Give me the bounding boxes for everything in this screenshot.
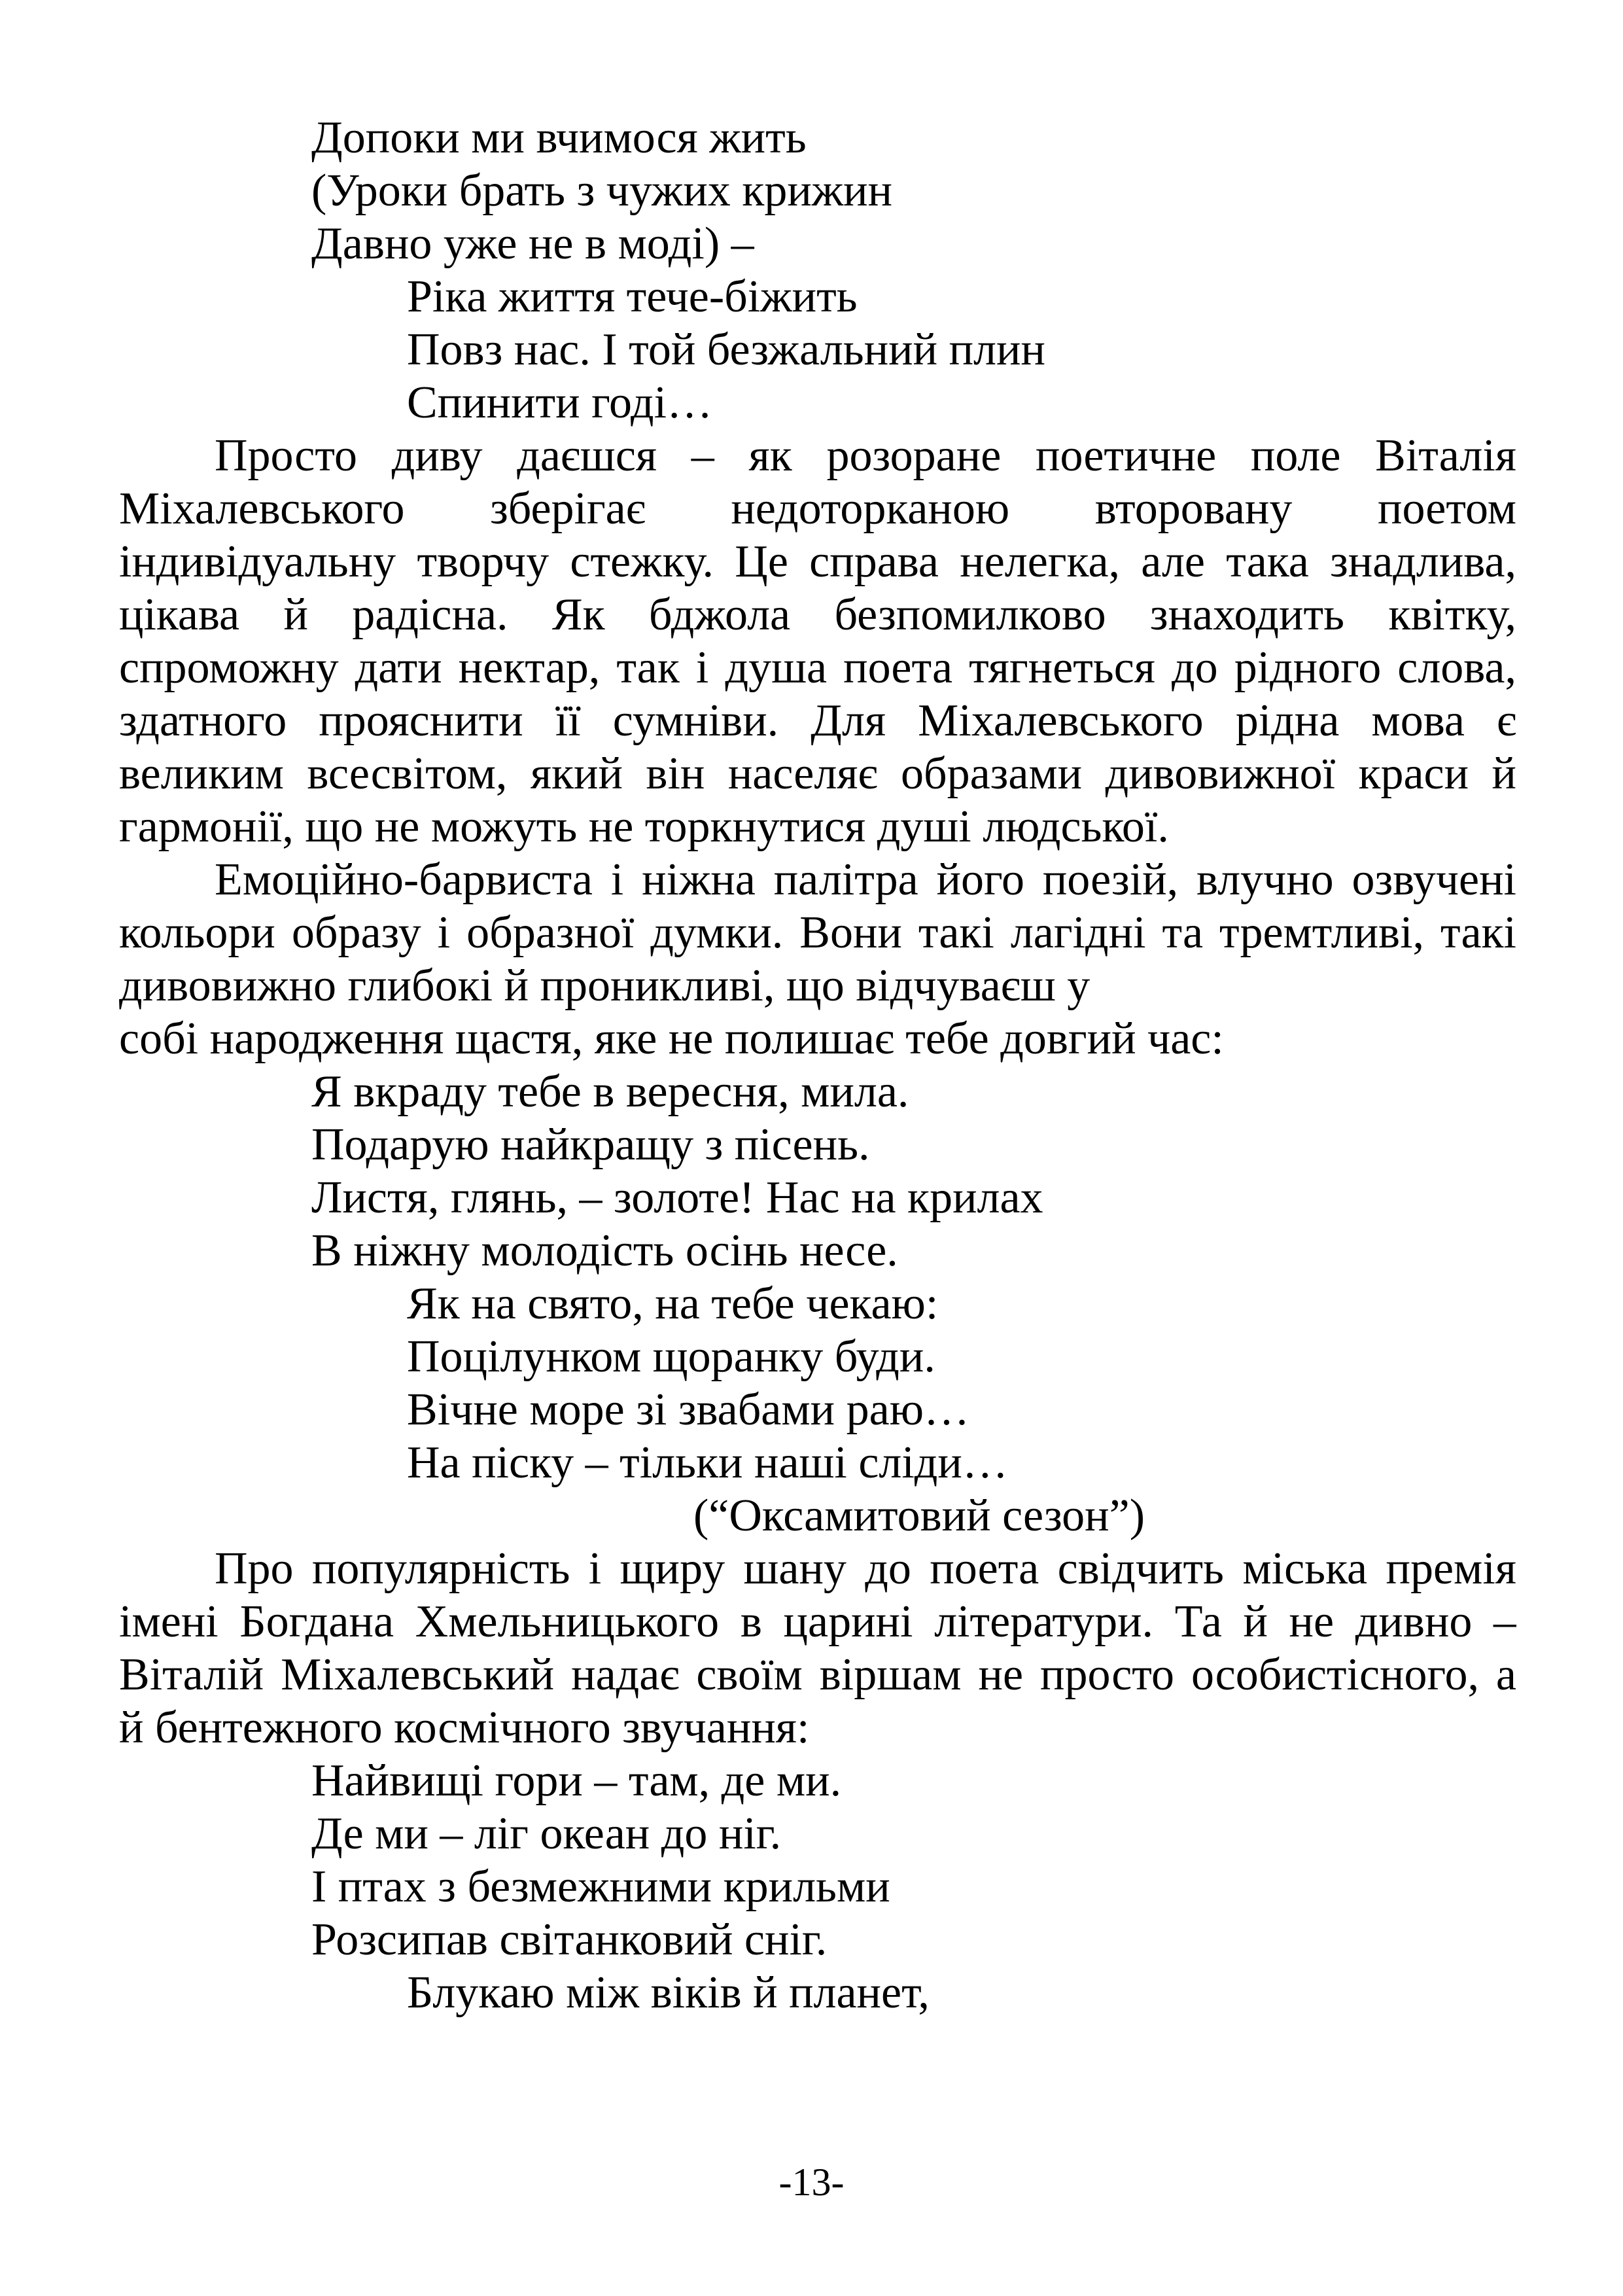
poem-source-title: (“Оксамитовий сезон”) <box>693 1491 1145 1541</box>
prose-paragraph-3 <box>119 1542 1516 1754</box>
prose-line: Міхалевського зберігає недоторканою второвану поетом <box>119 484 1516 534</box>
prose-paragraph-1 <box>119 429 1516 853</box>
prose-line: Емоційно-барвиста і ніжна палітра його поезій, влучно озвучені <box>215 855 1516 905</box>
prose-line: Віталій Міхалевський надає своїм віршам не просто особистісного, а <box>119 1650 1516 1700</box>
prose-line: дивовижно глибокі й проникливі, що відчуваєш у <box>119 961 1091 1011</box>
prose-line: імені Богдана Хмельницького в царині літератури. Та й не дивно – <box>119 1597 1516 1647</box>
poem-stanza-3 <box>119 1754 1516 2019</box>
verse-line: Поцілунком щоранку буди. <box>407 1332 935 1382</box>
prose-line: Про популярність і щиру шану до поета свідчить міська премія <box>215 1544 1516 1594</box>
verse-line: Листя, глянь, – золоте! Нас на крилах <box>311 1173 1043 1223</box>
prose-line: Просто диву даєшся – як розоране поетичне поле Віталія <box>215 431 1516 481</box>
page-body <box>119 111 1516 2019</box>
prose-line: й бентежного космічного звучання: <box>119 1703 810 1753</box>
verse-line: Допоки ми вчимося жить <box>311 113 807 163</box>
page-number: -13- <box>778 2161 845 2204</box>
verse-line: Де ми – ліг океан до ніг. <box>311 1809 782 1859</box>
prose-line: індивідуальну творчу стежку. Це справа нелегка, але така знадлива, <box>119 537 1516 587</box>
prose-line: собі народження щастя, яке не полишає тебе довгий час: <box>119 1014 1224 1064</box>
verse-line: І птах з безмежними крильми <box>311 1862 890 1912</box>
verse-line: Як на свято, на тебе чекаю: <box>407 1279 939 1329</box>
verse-line: (Уроки брать з чужих крижин <box>311 166 893 216</box>
prose-line: гармонії, що не можуть не торкнутися душі людської. <box>119 802 1169 852</box>
verse-line: Ріка життя тече-біжить <box>407 272 858 322</box>
verse-line: Спинити годі… <box>407 378 713 428</box>
poem-stanza-1 <box>119 111 1516 429</box>
prose-line: здатного прояснити її сумніви. Для Міхалевського рідна мова є <box>119 696 1516 746</box>
prose-paragraph-2 <box>119 853 1516 1065</box>
verse-line: Давно уже не в моді) – <box>311 219 754 269</box>
prose-line: спроможну дати нектар, так і душа поета тягнеться до рідного слова, <box>119 643 1516 693</box>
verse-line: На піску – тільки наші сліди… <box>407 1438 1008 1488</box>
verse-line: В ніжну молодість осінь несе. <box>311 1226 898 1276</box>
verse-line: Повз нас. І той безжальний плин <box>407 325 1045 375</box>
poem-stanza-2 <box>119 1065 1516 1542</box>
verse-line: Блукаю між віків й планет, <box>407 1968 930 2018</box>
verse-line: Найвищі гори – там, де ми. <box>311 1756 842 1806</box>
verse-line: Розсипав світанковий сніг. <box>311 1915 828 1965</box>
prose-line: великим всесвітом, який він населяє образами дивовижної краси й <box>119 749 1516 799</box>
prose-line: кольори образу і образної думки. Вони такі лагідні та тремтливі, такі <box>119 908 1516 958</box>
verse-line: Я вкраду тебе в вересня, мила. <box>311 1067 909 1117</box>
verse-line: Вічне море зі звабами раю… <box>407 1385 969 1435</box>
prose-line: цікава й радісна. Як бджола безпомилково знаходить квітку, <box>119 590 1516 640</box>
verse-line: Подарую найкращу з пісень. <box>311 1120 870 1170</box>
